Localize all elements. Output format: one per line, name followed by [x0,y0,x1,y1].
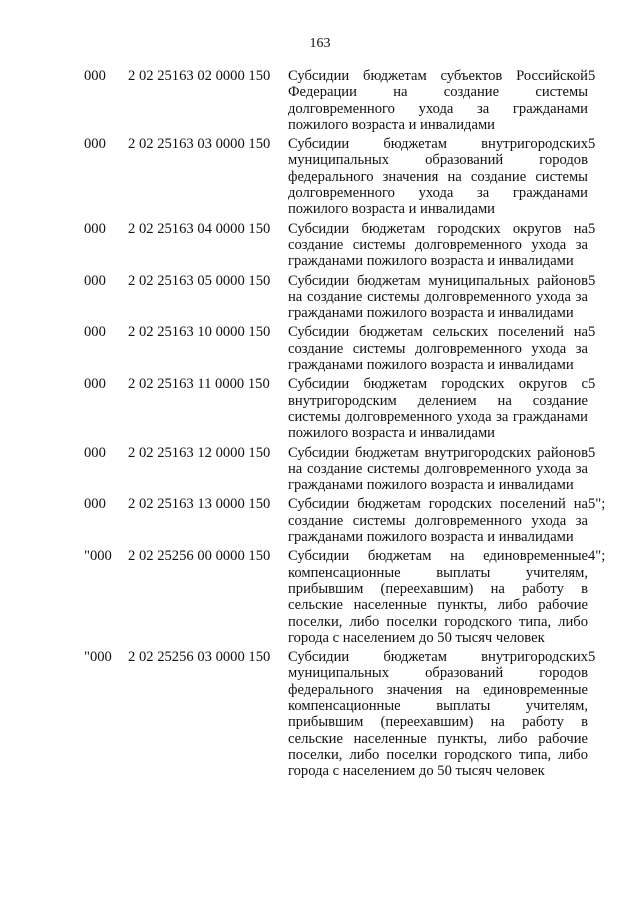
row-description: Субсидии бюджетам на единовременные компенсационные выплаты учителям, прибывшим (переехавшим) на работу в сельские населенные пункты, либо рабочие поселки, либо поселки городского типа, либо города с населением до 50 тысяч человек [288,548,588,646]
row-value: 5 [588,376,596,393]
budget-classification-code: 2 02 25163 10 0000 150 [128,324,271,341]
row-value: 4"; [588,548,606,565]
row-value: 5 [588,272,596,289]
row-value: 5"; [588,496,606,513]
row-description: Субсидии бюджетам муниципальных районов на создание системы долговременного ухода за гражданами пожилого возраста и инвалидами [288,272,588,322]
row-value: 5 [588,136,596,153]
row-description: Субсидии бюджетам внутригородских муниципальных образований городов федерального значения на создание системы долговременного ухода за гражданами пожилого возраста и инвалидами [288,136,588,218]
admin-code: "000 [84,548,112,565]
admin-code: 000 [84,220,106,237]
page-number: 163 [309,36,331,51]
budget-classification-code: 2 02 25163 12 0000 150 [128,444,271,461]
row-description: Субсидии бюджетам внутригородских районов на создание системы долговременного ухода за гражданами пожилого возраста и инвалидами [288,444,588,494]
row-value: 5 [588,324,596,341]
admin-code: 000 [84,496,106,513]
table-row [84,496,624,548]
budget-classification-code: 2 02 25256 03 0000 150 [128,649,271,666]
row-value: 5 [588,220,596,237]
budget-classification-code: 2 02 25163 02 0000 150 [128,68,271,84]
table-row [84,324,624,376]
admin-code: 000 [84,272,106,289]
budget-classification-code: 2 02 25256 00 0000 150 [128,548,271,565]
table-row [84,273,624,325]
budget-code-table [84,68,624,782]
table-row [84,376,624,444]
admin-code: 000 [84,324,106,341]
admin-code: 000 [84,68,106,84]
row-description: Субсидии бюджетам городских округов с внутригородским делением на создание системы долговременного ухода за гражданами пожилого возраста и инвалидами [288,376,588,442]
table-row [84,649,624,782]
budget-classification-code: 2 02 25163 03 0000 150 [128,136,271,153]
table-row [84,445,624,497]
admin-code: 000 [84,376,106,393]
row-value: 5 [588,649,596,666]
admin-code: 000 [84,444,106,461]
admin-code: 000 [84,136,106,153]
row-description: Субсидии бюджетам внутригородских муниципальных образований городов федерального значения на единовременные компенсационные выплаты учителям, прибывшим (переехавшим) на работу в сельские населенные пункты, либо рабочие поселки, либо поселки городского типа, либо города с населением до 50 тысяч человек [288,649,588,780]
row-description: Субсидии бюджетам субъектов Российской Федерации на создание системы долговременного ухода за гражданами пожилого возраста и инвалидами [288,68,588,133]
budget-classification-code: 2 02 25163 05 0000 150 [128,272,271,289]
budget-classification-code: 2 02 25163 04 0000 150 [128,220,271,237]
table-row [84,221,624,273]
budget-classification-code: 2 02 25163 11 0000 150 [128,376,270,393]
table-row [84,68,624,136]
table-row [84,136,624,220]
row-value: 5 [588,68,596,84]
admin-code: "000 [84,649,112,666]
row-value: 5 [588,444,596,461]
table-row [84,548,624,649]
budget-classification-code: 2 02 25163 13 0000 150 [128,496,271,513]
row-description: Субсидии бюджетам городских округов на создание системы долговременного ухода за гражданами пожилого возраста и инвалидами [288,220,588,270]
row-description: Субсидии бюджетам городских поселений на создание системы долговременного ухода за гражданами пожилого возраста и инвалидами [288,496,588,546]
row-description: Субсидии бюджетам сельских поселений на создание системы долговременного ухода за гражданами пожилого возраста и инвалидами [288,324,588,374]
